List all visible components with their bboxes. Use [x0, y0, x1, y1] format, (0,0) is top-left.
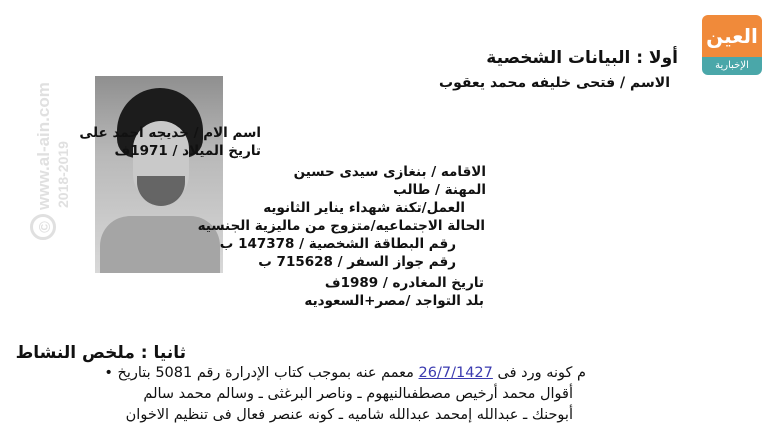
activity-line-1-start: م كونه ورد فى	[492, 365, 586, 381]
activity-line-1-end: معمم عنه بموجب كتاب الإدرارة رقم 5081 بتاريخ •	[104, 365, 419, 381]
logo-subtitle: الإخبارية	[702, 57, 762, 75]
watermark-years: 2018-2019	[55, 141, 71, 208]
person-photo	[95, 76, 223, 273]
logo-name: العين	[702, 15, 762, 57]
watermark-url: www.al-ain.com	[33, 82, 53, 210]
field-departure: تاريخ المغادره / 1989ف	[324, 275, 484, 291]
activity-line-2: أقوال محمد أرخيص مصطفىالنيهوم ـ وناصر البرغثى ـ وسالم محمد سالم	[143, 386, 573, 402]
activity-line-3: أبوحنك ـ عبدالله إمحمد عبدالله شاميه ـ كونه عنصر فعال فى تنظيم الاخوان	[125, 407, 573, 423]
watermark	[30, 30, 71, 240]
field-id-card: رقم البطاقة الشخصية / 147378 ب	[219, 236, 456, 252]
field-country: بلد التواجد /مصر+السعوديه	[304, 293, 484, 309]
field-birth: تاريخ الميلاد / 1971ف	[114, 143, 261, 159]
section-activity-title: ثانيا : ملخص النشاط	[15, 343, 186, 363]
field-profession: المهنة / طالب	[393, 182, 486, 198]
field-marital: الحالة الاجتماعيه/متزوج من ماليزية الجنسيه	[197, 218, 485, 234]
activity-line-1	[104, 365, 586, 381]
field-name: الاسم / فتحى خليفه محمد يعقوب	[439, 75, 670, 91]
copyright-icon: ©	[30, 214, 56, 240]
field-residence: الاقامه / بنغازى سيدى حسين	[293, 164, 486, 180]
field-passport: رقم جواز السفر / 715628 ب	[258, 254, 456, 270]
field-mother: اسم الام / خديجه احمد على	[79, 125, 261, 141]
field-work: العمل/تكنة شهداء يناير الثانويه	[263, 200, 465, 216]
date-link[interactable]: 26/7/1427	[418, 365, 493, 381]
section-personal-title: أولا : البيانات الشخصية	[486, 48, 678, 68]
al-ain-logo	[702, 15, 762, 75]
